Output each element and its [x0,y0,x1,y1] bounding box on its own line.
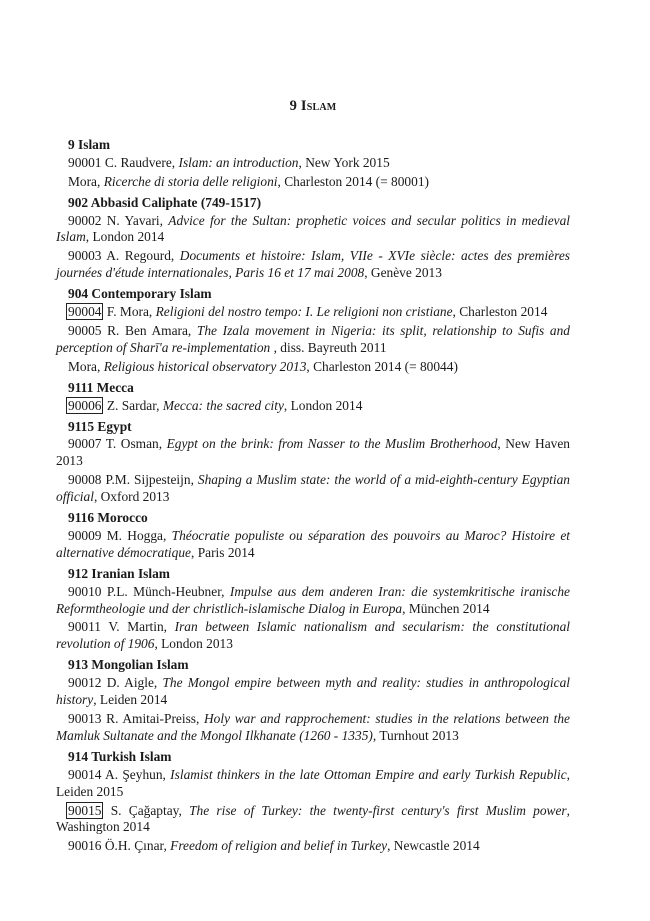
entry-number: 90010 [68,583,102,599]
entry-author: R. Ben Amara, [107,322,197,338]
entry-publication: , New Haven 2013 [56,436,570,469]
entry-publication: , Newcastle 2014 [387,838,480,854]
entry-number: 90014 [68,766,102,782]
bibliography-entry [56,304,570,321]
entry-publication: , Leiden 2015 [56,766,571,799]
entry-number: 90003 [68,248,102,264]
entry-number: 90005 [68,322,102,338]
bibliography-entry [56,767,570,801]
entry-title: Théocratie populiste ou séparation des pouvoirs au Maroc? Histoire et alternative démocratique [56,527,570,560]
entry-number: 90011 [68,619,101,635]
entry-number: 90002 [68,212,102,228]
chapter-number: 9 [289,98,298,114]
entry-publication: , New York 2015 [298,154,390,170]
entry-title: Egypt on the brink: from Nasser to the Muslim Brotherhood [166,436,498,452]
page-title [56,98,570,115]
chapter-word: Islam [300,98,337,114]
entry-number: 90007 [68,436,102,452]
entry-publication: , London 2014 [85,229,165,245]
entry-title: Holy war and rapprochement: studies in the relations between the Mamluk Sultanate and the Mongol Ilkhanate (1260 - 1335) [56,711,570,743]
entry-author: M. Hogga, [106,527,172,543]
entry-title: Islam: an introduction [178,154,299,170]
bibliography-entry [56,619,570,653]
entry-publication: , Charleston 2014 [452,304,548,320]
entry-author: A. Şeyhun, [105,766,171,782]
entry-title: Islamist thinkers in the late Ottoman Empire and early Turkish Republic [170,766,567,782]
section [56,380,570,415]
bibliography-entry [56,436,570,470]
entry-title: Mecca: the sacred city [162,397,284,413]
section [56,195,570,283]
entry-title: Advice for the Sultan: prophetic voices and secular politics in medieval Islam [56,212,571,245]
entry-title: The Izala movement in Nigeria: its split, relationship to Sufis and perception of Sharī'a re-implementation [56,322,570,355]
section-heading: 904 Contemporary Islam [68,286,212,302]
section-heading: 913 Mongolian Islam [68,657,189,673]
entry-publication: , Turnhout 2013 [372,727,459,743]
entry-author: Z. Sardar, [106,397,163,413]
section-list [56,137,570,855]
bibliography-entry [56,323,570,357]
entry-author: N. Yavari, [106,212,169,228]
section-heading: 9 Islam [68,136,111,152]
entry-number: 90012 [68,675,102,691]
bibliography-entry [56,359,570,376]
bibliography-entry [56,675,570,709]
section [56,510,570,562]
entry-publication: , London 2014 [283,397,363,413]
entry-author: Mora, [68,358,104,374]
entry-publication: , Oxford 2013 [93,489,170,505]
bibliography-entry [56,248,570,282]
entry-author: C. Raudvere, [104,154,179,170]
section-heading: 914 Turkish Islam [68,748,172,764]
entry-title: Documents et histoire: Islam, VIIe - XVIe siècle: actes des premières journées d'étude internationales, Paris 16 et 17 mai 2008 [56,248,570,281]
entry-author: V. Martin, [108,619,175,635]
section-heading: 902 Abbasid Caliphate (749-1517) [68,194,262,210]
section [56,137,570,191]
entry-publication: , Leiden 2014 [93,692,168,708]
entry-number: 90013 [68,711,102,726]
entry-title: The Mongol empire between myth and reality: studies in anthropological history [56,675,570,708]
entry-author: Mora, [68,173,104,189]
section [56,566,570,654]
entry-publication: , München 2014 [402,600,490,616]
bibliography-page [56,98,570,857]
entry-author: A. Regourd, [106,248,180,264]
section-heading: 9115 Egypt [68,418,132,434]
entry-number: 90006 [68,397,102,413]
bibliography-entry [56,398,570,415]
bibliography-entry [56,213,570,247]
entry-number: 90009 [68,527,102,543]
entry-publication: , Washington 2014 [56,802,570,835]
bibliography-entry [56,803,570,837]
entry-author: P.L. Münch-Heubner, [106,583,230,599]
entry-title: Religioni del nostro tempo: I. Le religioni non cristiane [155,304,453,320]
entry-number: 90008 [68,472,102,488]
bibliography-entry [56,838,570,855]
bibliography-entry [56,472,570,506]
entry-title: Impulse aus dem anderen Iran: die systemkritische iranische Reformtheologie und der christlich-islamische Dialog in Europa [56,583,570,616]
entry-number: 90004 [68,304,102,320]
entry-author: F. Mora, [106,304,156,320]
section [56,286,570,376]
entry-author: Ö.H. Çınar, [104,838,171,854]
entry-title: Freedom of religion and belief in Turkey [170,838,388,854]
entry-number: 90016 [68,838,102,854]
entry-author: D. Aigle, [106,675,163,691]
bibliography-entry [56,528,570,562]
entry-publication: , diss. Bayreuth 2011 [270,339,387,355]
bibliography-entry [56,155,570,172]
section [56,657,570,745]
section-heading: 912 Iranian Islam [68,565,170,581]
section-heading: 9116 Morocco [68,510,148,526]
entry-publication: , Charleston 2014 (= 80001) [277,173,429,189]
bibliography-entry [56,711,570,745]
entry-publication: , Paris 2014 [191,544,255,560]
section-heading: 9111 Mecca [68,379,134,395]
section [56,749,570,855]
entry-title: Shaping a Muslim state: the world of a mid-eighth-century Egyptian official [56,472,570,505]
section [56,419,570,507]
entry-number: 90015 [68,802,102,818]
bibliography-entry [56,174,570,191]
entry-title: Ricerche di storia delle religioni [103,173,278,189]
entry-title: Iran between Islamic nationalism and secularism: the constitutional revolution of 1906 [56,619,571,652]
entry-title: Religious historical observatory 2013 [103,358,307,374]
bibliography-entry [56,584,570,618]
entry-author: P.M. Sijpesteijn, [105,472,198,488]
entry-author: R. Amitai-Preiss, [106,711,205,726]
entry-author: S. Çağaptay, [110,802,190,818]
entry-title: The rise of Turkey: the twenty-first century's first Muslim power [189,802,567,818]
entry-publication: , London 2013 [154,636,233,652]
entry-author: T. Osman, [105,436,167,452]
entry-number: 90001 [68,154,102,170]
entry-publication: , Charleston 2014 (= 80044) [306,358,458,374]
entry-publication: , Genève 2013 [364,265,442,281]
